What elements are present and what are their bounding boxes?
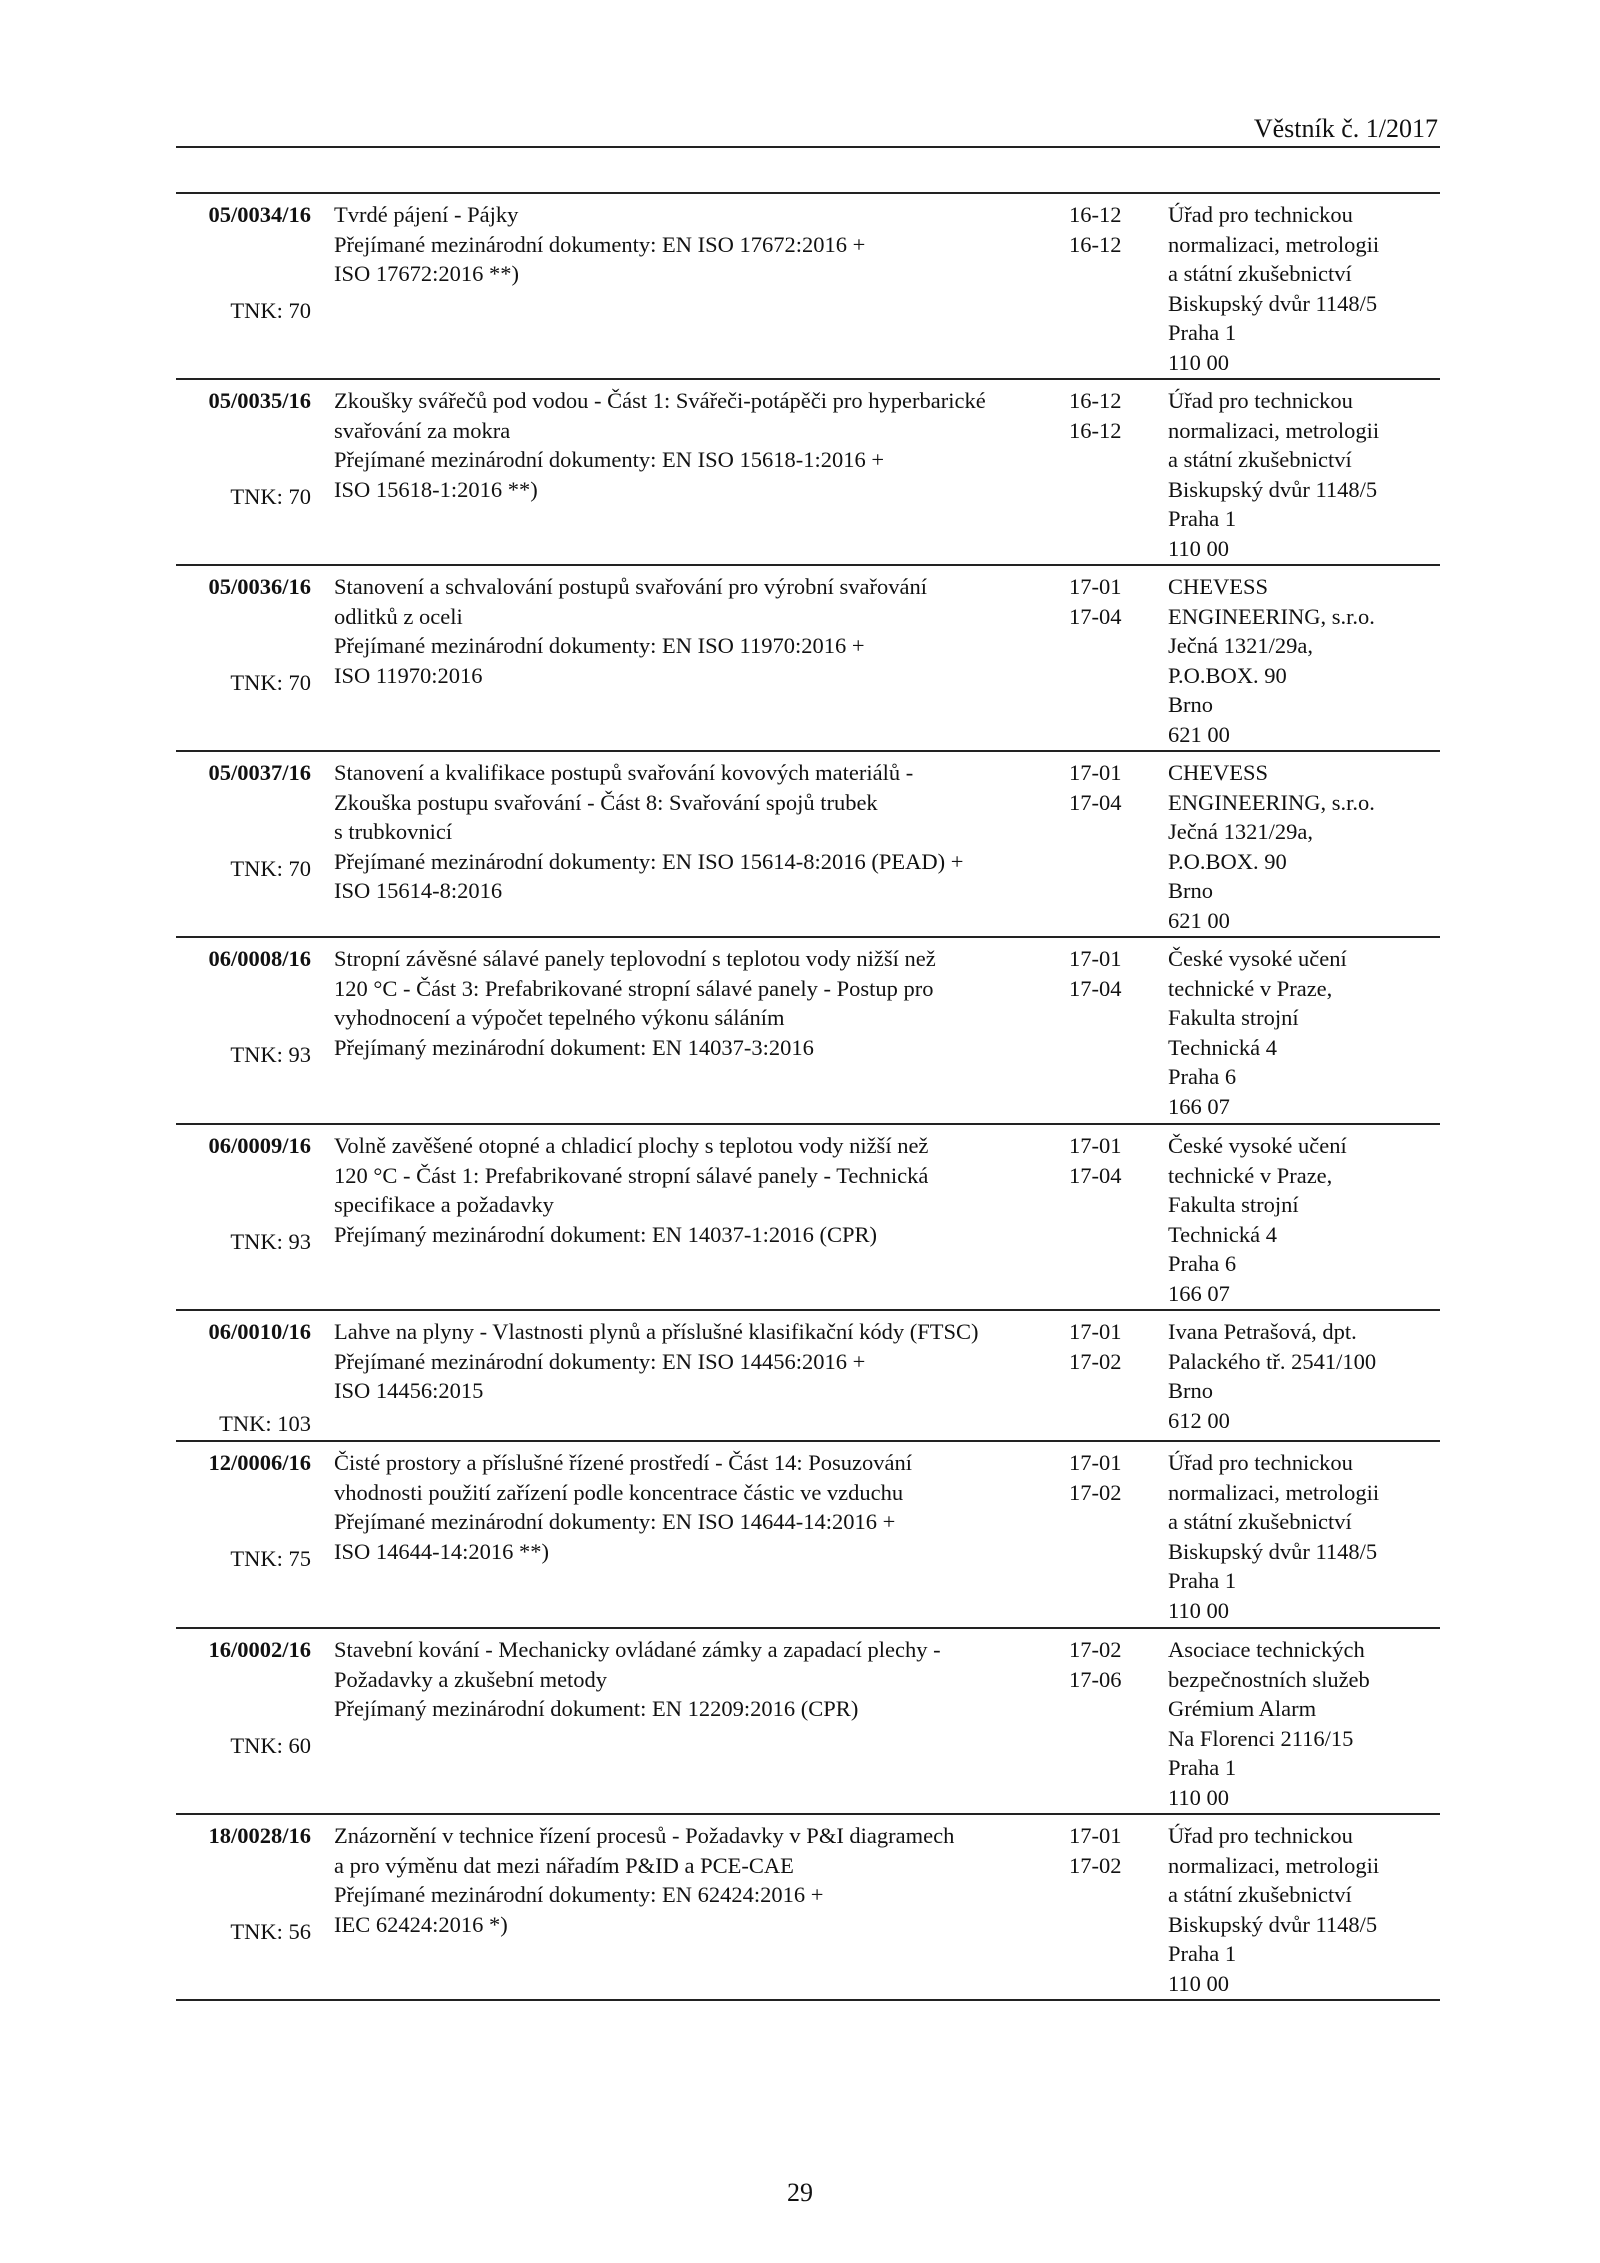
title-cell [334, 1821, 1034, 1939]
address-cell [1168, 572, 1440, 749]
title-line: vhodnosti použití zařízení podle koncentrace částic ve vzduchu [334, 1479, 904, 1505]
document-code: 06/0009/16 [208, 1133, 311, 1158]
table-row [176, 1629, 1440, 1815]
title-cell [334, 1635, 1034, 1724]
date-value: 17-01 [1069, 946, 1122, 971]
address-line: 110 00 [1168, 1970, 1230, 1996]
date-value: 17-02 [1069, 1479, 1122, 1505]
address-line: 110 00 [1168, 535, 1230, 561]
address-line: technické v Praze, [1168, 975, 1333, 1001]
table-row [176, 752, 1440, 938]
bulletin-title: Věstník č. 1/2017 [1253, 114, 1438, 143]
date-value: 17-02 [1069, 1348, 1122, 1374]
tnk-label: TNK: 70 [230, 856, 311, 881]
date-value: 16-12 [1069, 231, 1122, 257]
code-cell [176, 1821, 311, 1944]
date-value: 17-02 [1069, 1852, 1122, 1878]
address-line: Úřad pro technickou [1168, 388, 1353, 413]
address-line: P.O.BOX. 90 [1168, 848, 1287, 874]
title-line: Přejímané mezinárodní dokumenty: EN ISO 14456:2016 + [334, 1348, 866, 1374]
dates-cell [1069, 1635, 1139, 1694]
tnk-label: TNK: 103 [219, 1411, 311, 1436]
dates-cell [1069, 944, 1139, 1003]
title-cell [334, 1317, 1034, 1406]
tnk-label: TNK: 60 [230, 1733, 311, 1758]
address-line: Úřad pro technickou [1168, 1823, 1353, 1848]
date-value: 17-04 [1069, 1162, 1122, 1188]
address-line: ENGINEERING, s.r.o. [1168, 603, 1375, 629]
address-line: 166 07 [1168, 1093, 1230, 1119]
title-line: Požadavky a zkušební metody [334, 1666, 608, 1692]
table-row [176, 380, 1440, 566]
table-row [176, 1125, 1440, 1311]
title-line: Tvrdé pájení - Pájky [334, 202, 519, 227]
address-line: normalizaci, metrologii [1168, 231, 1380, 257]
table-row [176, 1442, 1440, 1629]
title-line: ISO 15614-8:2016 [334, 878, 503, 903]
title-line: Přejímané mezinárodní dokumenty: EN ISO 15614-8:2016 (PEAD) + [334, 848, 964, 874]
address-line: 166 07 [1168, 1280, 1230, 1306]
title-line: Přejímané mezinárodní dokumenty: EN ISO 17672:2016 + [334, 231, 866, 257]
title-cell [334, 1131, 1034, 1249]
title-line: ISO 15618-1:2016 **) [334, 476, 538, 502]
address-line: Ječná 1321/29a, [1168, 633, 1313, 658]
document-code: 05/0034/16 [208, 202, 311, 227]
title-line: Přejímaný mezinárodní dokument: EN 14037-3:2016 [334, 1034, 814, 1060]
title-line: Čisté prostory a příslušné řízené prostředí - Část 14: Posuzování [334, 1450, 913, 1475]
address-line: Praha 1 [1168, 320, 1237, 345]
document-code: 06/0010/16 [208, 1319, 311, 1344]
address-line: Praha 1 [1168, 506, 1237, 531]
address-line: Na Florenci 2116/15 [1168, 1725, 1354, 1751]
address-line: Palackého tř. 2541/100 [1168, 1348, 1377, 1374]
date-value: 16-12 [1069, 202, 1122, 227]
tnk-label: TNK: 75 [230, 1546, 311, 1571]
address-line: 110 00 [1168, 349, 1230, 375]
address-line: Brno [1168, 878, 1213, 903]
address-line: Brno [1168, 692, 1213, 717]
address-line: ENGINEERING, s.r.o. [1168, 789, 1375, 815]
dates-cell [1069, 1131, 1139, 1190]
date-value: 17-01 [1069, 1823, 1122, 1848]
address-line: Praha 1 [1168, 1941, 1237, 1966]
address-line: Technická 4 [1168, 1221, 1277, 1247]
date-value: 17-06 [1069, 1666, 1122, 1692]
address-line: Biskupský dvůr 1148/5 [1168, 1538, 1378, 1564]
title-line: Stavební kování - Mechanicky ovládané zámky a zapadací plechy - [334, 1637, 941, 1662]
title-line: Znázornění v technice řízení procesů - Požadavky v P&I diagramech [334, 1823, 955, 1848]
title-line: ISO 17672:2016 **) [334, 261, 519, 286]
title-line: ISO 11970:2016 [334, 662, 483, 688]
dates-cell [1069, 572, 1139, 631]
address-line: Biskupský dvůr 1148/5 [1168, 290, 1378, 316]
title-line: Přejímané mezinárodní dokumenty: EN 62424:2016 + [334, 1882, 824, 1907]
address-cell [1168, 1821, 1440, 1998]
title-cell [334, 758, 1034, 906]
address-line: technické v Praze, [1168, 1162, 1333, 1188]
title-line: Stanovení a kvalifikace postupů svařování kovových materiálů - [334, 760, 914, 785]
code-cell [176, 1635, 311, 1758]
address-line: Fakulta strojní [1168, 1192, 1299, 1217]
standards-table [176, 192, 1440, 2001]
date-value: 17-01 [1069, 1450, 1122, 1475]
title-line: Lahve na plyny - Vlastnosti plynů a příslušné klasifikační kódy (FTSC) [334, 1319, 979, 1344]
dates-cell [1069, 200, 1139, 259]
dates-cell [1069, 1821, 1139, 1880]
table-row [176, 1311, 1440, 1442]
title-line: specifikace a požadavky [334, 1192, 554, 1217]
address-line: a státní zkušebnictví [1168, 261, 1352, 286]
date-value: 17-01 [1069, 1133, 1122, 1158]
title-line: s trubkovnicí [334, 819, 453, 844]
document-code: 05/0037/16 [208, 760, 311, 785]
address-line: Ječná 1321/29a, [1168, 819, 1313, 844]
page-number: 29 [787, 2178, 813, 2207]
date-value: 17-04 [1069, 975, 1122, 1001]
title-line: 120 °C - Část 3: Prefabrikované stropní sálavé panely - Postup pro [334, 975, 934, 1001]
address-line: Grémium Alarm [1168, 1696, 1317, 1721]
address-line: 110 00 [1168, 1597, 1230, 1623]
address-line: normalizaci, metrologii [1168, 1479, 1380, 1505]
title-line: a pro výměnu dat mezi nářadím P&ID a PCE-CAE [334, 1852, 794, 1878]
document-code: 05/0035/16 [208, 388, 311, 413]
code-cell [176, 1131, 311, 1254]
address-cell [1168, 944, 1440, 1121]
code-cell [176, 1448, 311, 1571]
address-line: a státní zkušebnictví [1168, 1882, 1352, 1907]
title-line: Zkoušky svářečů pod vodou - Část 1: Svářeči-potápěči pro hyperbarické [334, 388, 986, 413]
address-cell [1168, 200, 1440, 377]
document-code: 18/0028/16 [208, 1823, 311, 1848]
title-cell [334, 386, 1034, 504]
tnk-label: TNK: 70 [230, 298, 311, 323]
title-line: Stanovení a schvalování postupů svařování pro výrobní svařování [334, 574, 928, 599]
date-value: 17-01 [1069, 1319, 1122, 1344]
address-line: Fakulta strojní [1168, 1005, 1299, 1030]
code-cell [176, 200, 311, 323]
address-line: Úřad pro technickou [1168, 202, 1353, 227]
document-code: 05/0036/16 [208, 574, 311, 599]
code-cell [176, 386, 311, 509]
address-cell [1168, 758, 1440, 935]
title-line: Přejímané mezinárodní dokumenty: EN ISO 14644-14:2016 + [334, 1509, 896, 1534]
address-line: Brno [1168, 1378, 1213, 1403]
dates-cell [1069, 386, 1139, 445]
address-line: Technická 4 [1168, 1034, 1277, 1060]
dates-cell [1069, 1448, 1139, 1507]
table-row [176, 566, 1440, 752]
address-line: normalizaci, metrologii [1168, 1852, 1380, 1878]
address-line: Ivana Petrašová, dpt. [1168, 1319, 1357, 1344]
title-line: ISO 14456:2015 [334, 1378, 484, 1403]
document-code: 06/0008/16 [208, 946, 311, 971]
code-cell [176, 1317, 311, 1436]
code-cell [176, 572, 311, 695]
date-value: 17-01 [1069, 760, 1122, 785]
address-line: České vysoké učení [1168, 946, 1347, 971]
address-line: a státní zkušebnictví [1168, 447, 1352, 472]
address-line: bezpečnostních služeb [1168, 1666, 1370, 1692]
title-line: Stropní závěsné sálavé panely teplovodní s teplotou vody nižší než [334, 946, 936, 971]
table-row [176, 194, 1440, 380]
tnk-label: TNK: 70 [230, 670, 311, 695]
title-line: Přejímaný mezinárodní dokument: EN 12209:2016 (CPR) [334, 1696, 859, 1721]
tnk-label: TNK: 93 [230, 1042, 311, 1067]
address-line: normalizaci, metrologii [1168, 417, 1380, 443]
address-line: Praha 6 [1168, 1251, 1237, 1276]
title-line: vyhodnocení a výpočet tepelného výkonu sáláním [334, 1005, 785, 1030]
table-row [176, 938, 1440, 1125]
code-cell [176, 944, 311, 1067]
address-cell [1168, 386, 1440, 563]
document-code: 16/0002/16 [208, 1637, 311, 1662]
address-line: 621 00 [1168, 907, 1230, 933]
address-line: P.O.BOX. 90 [1168, 662, 1287, 688]
tnk-label: TNK: 93 [230, 1229, 311, 1254]
address-line: CHEVESS [1168, 574, 1269, 599]
dates-cell [1069, 1317, 1139, 1376]
address-line: Úřad pro technickou [1168, 1450, 1353, 1475]
address-line: Praha 1 [1168, 1568, 1237, 1593]
address-line: 110 00 [1168, 1784, 1230, 1810]
date-value: 16-12 [1069, 388, 1122, 413]
tnk-label: TNK: 56 [230, 1919, 311, 1944]
title-line: Přejímaný mezinárodní dokument: EN 14037-1:2016 (CPR) [334, 1221, 878, 1247]
title-cell [334, 200, 1034, 289]
title-line: IEC 62424:2016 *) [334, 1911, 508, 1937]
title-line: ISO 14644-14:2016 **) [334, 1538, 549, 1564]
address-line: CHEVESS [1168, 760, 1269, 785]
address-cell [1168, 1448, 1440, 1625]
address-line: Asociace technických [1168, 1637, 1365, 1662]
date-value: 17-01 [1069, 574, 1122, 599]
title-cell [334, 944, 1034, 1062]
date-value: 16-12 [1069, 417, 1122, 443]
address-line: 621 00 [1168, 721, 1230, 747]
address-cell [1168, 1317, 1440, 1435]
address-line: Praha 6 [1168, 1064, 1237, 1089]
title-cell [334, 1448, 1034, 1566]
dates-cell [1069, 758, 1139, 817]
title-cell [334, 572, 1034, 690]
title-line: Zkouška postupu svařování - Část 8: Svařování spojů trubek [334, 789, 878, 815]
title-line: Volně zavěšené otopné a chladicí plochy s teplotou vody nižší než [334, 1133, 929, 1158]
tnk-label: TNK: 70 [230, 484, 311, 509]
date-value: 17-04 [1069, 603, 1122, 629]
address-cell [1168, 1131, 1440, 1308]
address-line: Biskupský dvůr 1148/5 [1168, 476, 1378, 502]
address-line: Biskupský dvůr 1148/5 [1168, 1911, 1378, 1937]
date-value: 17-02 [1069, 1637, 1122, 1662]
page-header [176, 112, 1440, 148]
document-code: 12/0006/16 [208, 1450, 311, 1475]
date-value: 17-04 [1069, 789, 1122, 815]
title-line: 120 °C - Část 1: Prefabrikované stropní sálavé panely - Technická [334, 1162, 929, 1188]
title-line: odlitků z oceli [334, 603, 463, 629]
title-line: Přejímané mezinárodní dokumenty: EN ISO 15618-1:2016 + [334, 447, 885, 472]
code-cell [176, 758, 311, 881]
title-line: Přejímané mezinárodní dokumenty: EN ISO 11970:2016 + [334, 633, 865, 658]
address-line: 612 00 [1168, 1407, 1230, 1433]
title-line: svařování za mokra [334, 417, 511, 443]
address-line: a státní zkušebnictví [1168, 1509, 1352, 1534]
address-line: Praha 1 [1168, 1755, 1237, 1780]
address-cell [1168, 1635, 1440, 1812]
table-row [176, 1815, 1440, 2001]
address-line: České vysoké učení [1168, 1133, 1347, 1158]
